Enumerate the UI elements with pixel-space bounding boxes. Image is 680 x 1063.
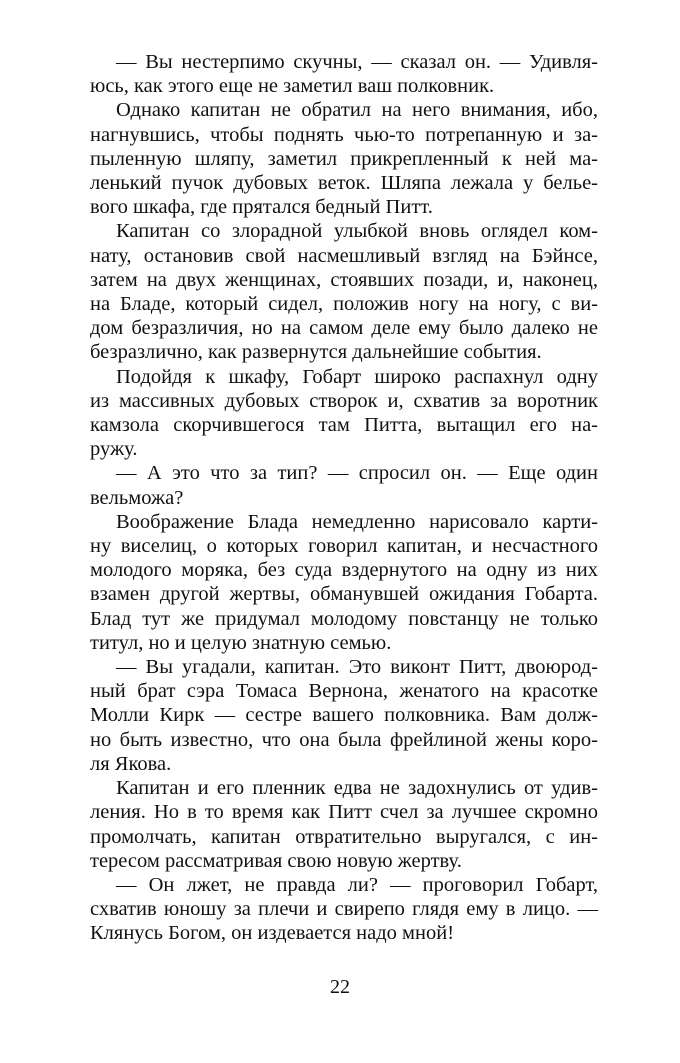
- text-line: пыленную шляпу, заметил прикрепленный к ней ма-: [90, 147, 598, 170]
- text-line: схватив юношу за плечи и свирепо глядя ему в лицо. —: [90, 898, 598, 921]
- text-line: взамен другой жертвы, обманувшей ожидания Гобарта.: [90, 583, 598, 606]
- text-line: Воображение Блада немедленно нарисовало карти-: [116, 510, 598, 533]
- text-line: Блад тут же придумал молодому повстанцу не только: [90, 607, 598, 630]
- text-line: из массивных дубовых створок и, схватив за воротник: [90, 389, 598, 412]
- text-line: Капитан и его пленник едва не задохнулись от удив-: [116, 777, 598, 800]
- text-line: затем на двух женщинах, стоявших позади, и, наконец,: [90, 268, 598, 291]
- text-line: промолчать, капитан отвратительно выругался, с ин-: [90, 825, 598, 848]
- body-text: [90, 50, 598, 946]
- text-line: Клянусь Богом, он издевается надо мной!: [90, 922, 455, 945]
- text-line: безразлично, как развернутся дальнейшие события.: [90, 341, 542, 364]
- text-line: ну виселиц, о которых говорил капитан, и несчастного: [90, 535, 598, 558]
- text-line: камзола скорчившегося там Питта, вытащил его на-: [90, 414, 598, 437]
- text-line: ленький пучок дубовых веток. Шляпа лежала у бельe-: [90, 172, 598, 195]
- text-line: — Вы угадали, капитан. Это виконт Питт, двоюрод-: [116, 656, 598, 679]
- text-line: вельможа?: [90, 486, 184, 509]
- text-line: — А это что за тип? — спросил он. — Еще один: [116, 462, 598, 485]
- text-line: ля Якова.: [90, 752, 172, 775]
- text-line: юсь, как этого еще не заметил ваш полковник.: [90, 75, 495, 98]
- text-line: Капитан со злорадной улыбкой вновь оглядел ком-: [116, 220, 598, 243]
- text-line: на Бладе, который сидел, положив ногу на ногу, с ви-: [90, 293, 598, 316]
- text-line: дом безразличия, но на самом деле ему было далеко не: [90, 317, 598, 340]
- text-line: ления. Но в то время как Питт счел за лучшее скромно: [90, 801, 598, 824]
- text-line: молодого моряка, без суда вздернутого на одну из них: [90, 559, 598, 582]
- text-line: нату, остановив свой насмешливый взгляд на Бэйнсе,: [90, 244, 598, 267]
- text-line: Подойдя к шкафу, Гобарт широко распахнул одну: [116, 365, 598, 388]
- text-line: но быть известно, что она была фрейлиной жены коро-: [90, 728, 598, 751]
- text-line: — Он лжет, не правда ли? — проговорил Гобарт,: [116, 873, 598, 896]
- page-number: 22: [330, 976, 350, 998]
- text-line: ный брат сэра Томаса Вернона, женатого на красотке: [90, 680, 598, 703]
- text-line: нагнувшись, чтобы поднять чью-то потрепанную и за-: [90, 123, 598, 146]
- text-line: вого шкафа, где прятался бедный Питт.: [90, 196, 433, 219]
- text-line: — Вы нестерпимо скучны, — сказал он. — Удивля-: [116, 51, 598, 73]
- text-line: титул, но и целую знатную семью.: [90, 631, 392, 654]
- text-line: тересом рассматривая свою новую жертву.: [90, 849, 462, 872]
- text-line: ружу.: [90, 438, 138, 461]
- text-line: Молли Кирк — сестре вашего полковника. Вам долж-: [90, 704, 598, 727]
- text-line: Однако капитан не обратил на него внимания, ибо,: [116, 99, 598, 122]
